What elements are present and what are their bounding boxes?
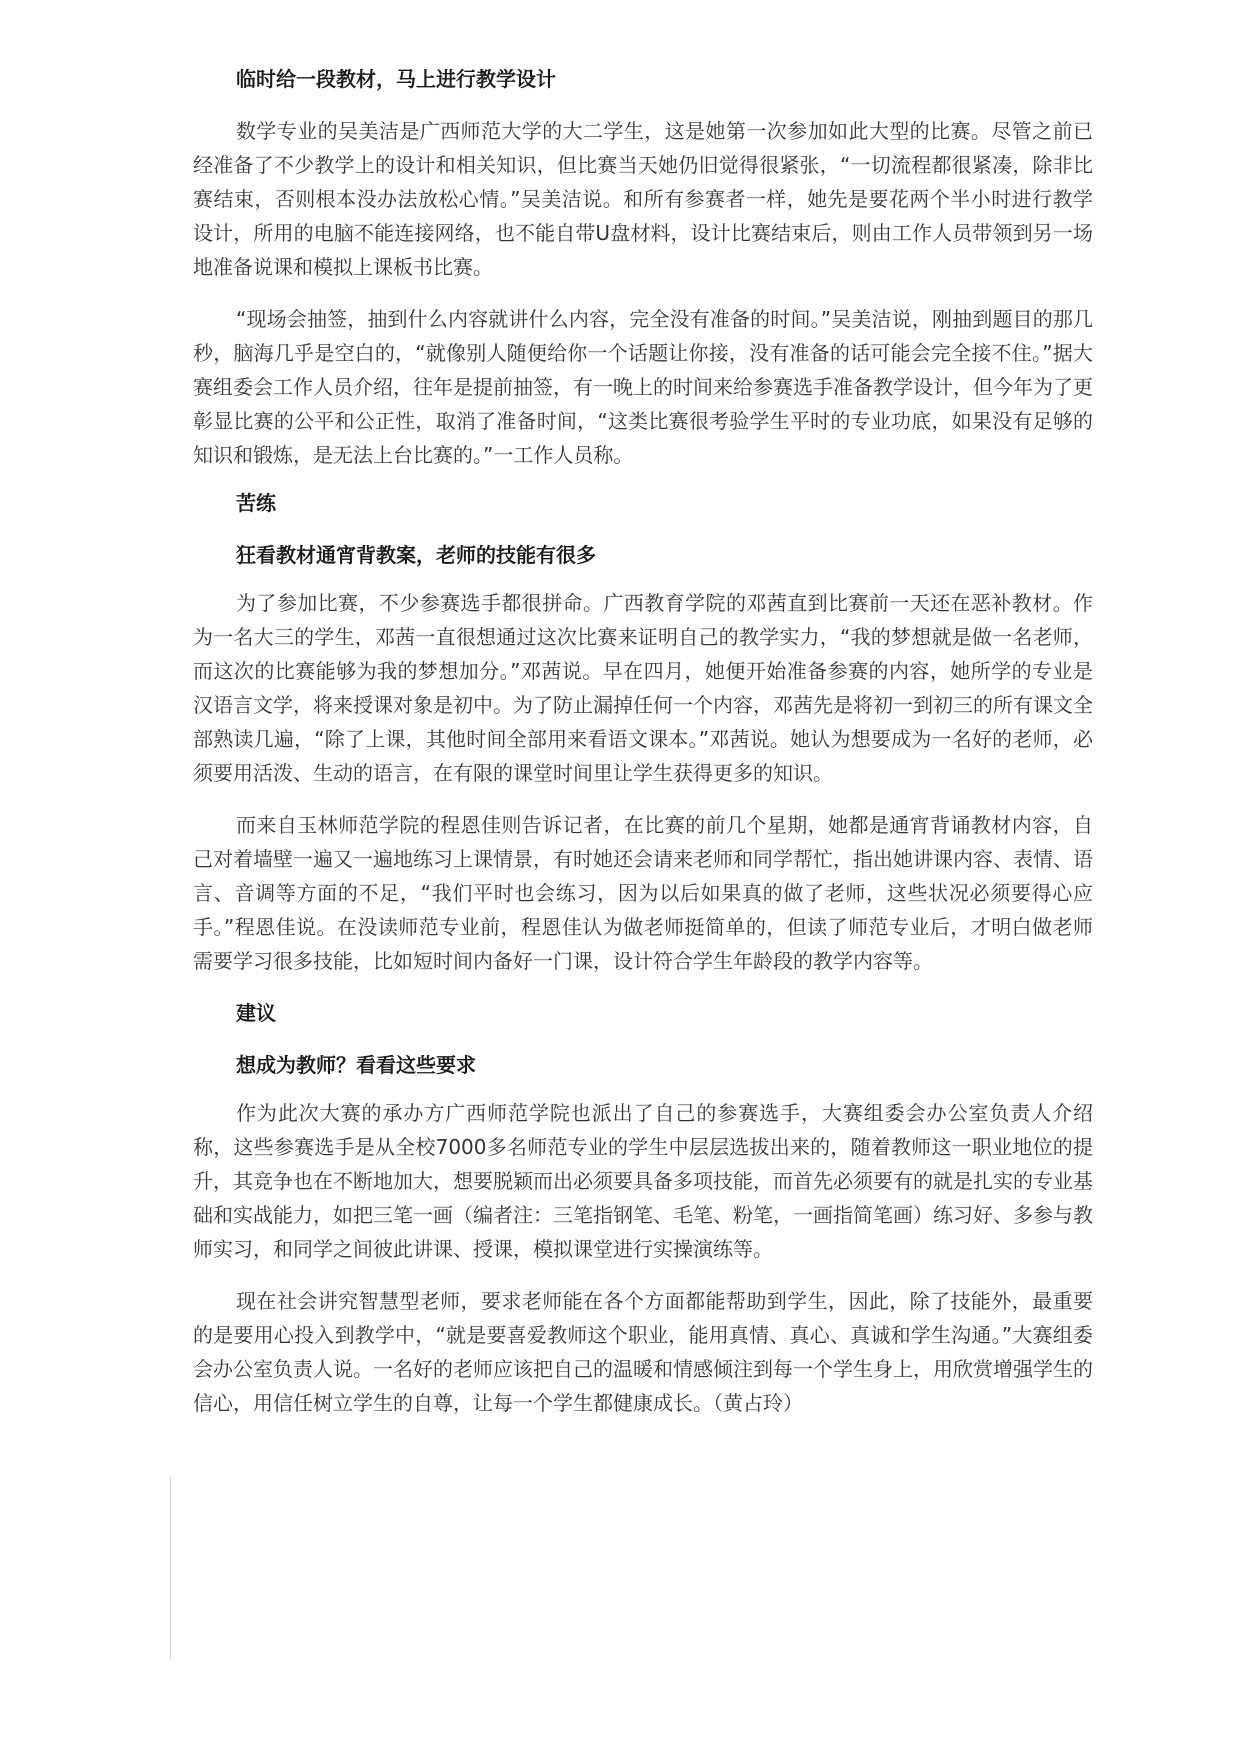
paragraph-wu-meijie: 数学专业的吴美洁是广西师范大学的大二学生，这是她第一次参加如此大型的比赛。尽管之前已经准备了不少教学上的设计和相关知识，但比赛当天她仍旧觉得很紧张，“一切流程都很紧凑，除非比赛结束，否则根本没办法放松心情。”吴美洁说。和所有参赛者一样，她先是要花两个半小时进行教学设计，所用的电脑不能连接网络，也不能自带U盘材料，设计比赛结束后，则由工作人员带领到另一场地准备说课和模拟上课板书比赛。 [193,119,1093,279]
margin-rule [170,1476,171,1660]
paragraph-organizer: 作为此次大赛的承办方广西师范学院也派出了自己的参赛选手，大赛组委会办公室负责人介绍称，这些参赛选手是从全校7000多名师范专业的学生中层层选拔出来的，随着教师这一职业地位的提升，其竞争也在不断地加大，想要脱颖而出必须要具备多项技能，而首先必须要有的就是扎实的专业基础和实战能力，如把三笔一画（编者注：三笔指钢笔、毛笔、粉笔，一画指简笔画）练习好、多参与教师实习，和同学之间彼此讲课、授课，模拟课堂进行实操演练等。 [193,1101,1093,1261]
article-body [193,62,1093,1420]
section-label-practice: 苦练 [236,491,276,515]
section-heading-practice: 狂看教材通宵背教案，老师的技能有很多 [236,543,596,567]
paragraph-cheng-enjia: 而来自玉林师范学院的程恩佳则告诉记者，在比赛的前几个星期，她都是通宵背诵教材内容，自己对着墙壁一遍又一遍地练习上课情景，有时她还会请来老师和同学帮忙，指出她讲课内容、表情、语言、音调等方面的不足，“我们平时也会练习，因为以后如果真的做了老师，这些状况必须要得心应手。”程恩佳说。在没读师范专业前，程恩佳认为做老师挺简单的，但读了师范专业后，才明白做老师需要学习很多技能，比如短时间内备好一门课，设计符合学生年龄段的教学内容等。 [193,813,1093,973]
paragraph-deng-qian: 为了参加比赛，不少参赛选手都很拼命。广西教育学院的邓茜直到比赛前一天还在恶补教材。作为一名大三的学生，邓茜一直很想通过这次比赛来证明自己的教学实力，“我的梦想就是做一名老师，而这次的比赛能够为我的梦想加分。”邓茜说。早在四月，她便开始准备参赛的内容，她所学的专业是汉语言文学，将来授课对象是初中。为了防止漏掉任何一个内容，邓茜先是将初一到初三的所有课文全部熟读几遍，“除了上课，其他时间全部用来看语文课本。”邓茜说。她认为想要成为一名好的老师，必须要用活泼、生动的语言，在有限的课堂时间里让学生获得更多的知识。 [193,591,1093,785]
section-label-advice: 建议 [236,1001,276,1025]
section-heading-teaching-design: 临时给一段教材，马上进行教学设计 [236,67,556,91]
paragraph-draw-lots: “现场会抽签，抽到什么内容就讲什么内容，完全没有准备的时间。”吴美洁说，刚抽到题目的那几秒，脑海几乎是空白的，“就像别人随便给你一个话题让你接，没有准备的话可能会完全接不住。”据大赛组委会工作人员介绍，往年是提前抽签，有一晚上的时间来给参赛选手准备教学设计，但今年为了更彰显比赛的公平和公正性，取消了准备时间，“这类比赛很考验学生平时的专业功底，如果没有足够的知识和锻炼，是无法上台比赛的。”一工作人员称。 [193,307,1093,467]
paragraph-wise-teacher: 现在社会讲究智慧型老师，要求老师能在各个方面都能帮助到学生，因此，除了技能外，最重要的是要用心投入到教学中，“就是要喜爱教师这个职业，能用真情、真心、真诚和学生沟通。”大赛组委会办公室负责人说。一名好的老师应该把自己的温暖和情感倾注到每一个学生身上，用欣赏增强学生的信心，用信任树立学生的自尊，让每一个学生都健康成长。（黄占玲） [193,1289,1093,1415]
section-heading-requirements: 想成为教师？看看这些要求 [236,1053,476,1077]
